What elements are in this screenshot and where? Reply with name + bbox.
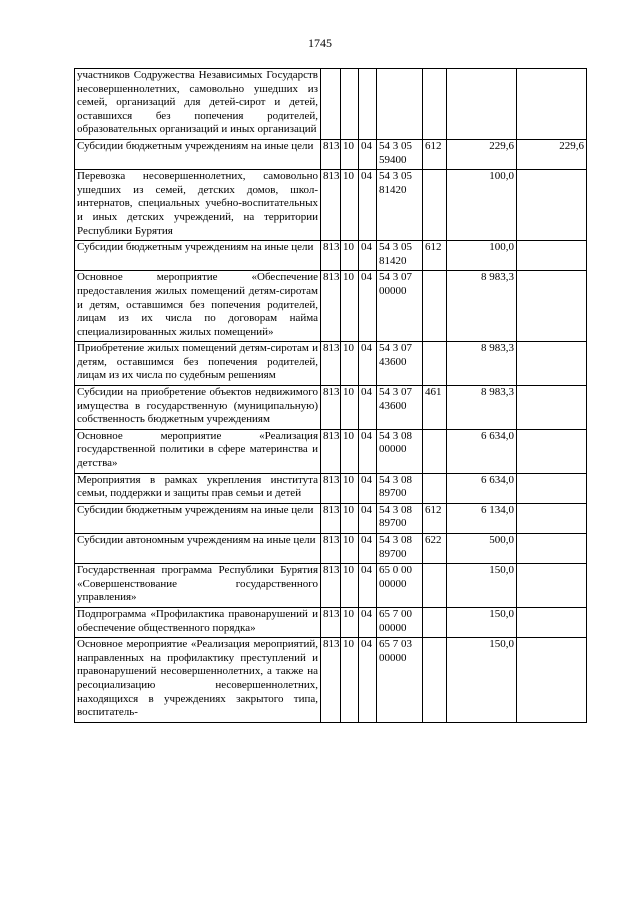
subsection-code-cell: 04	[359, 503, 377, 533]
amount-cell: 100,0	[447, 241, 517, 271]
expense-name-cell: Субсидии бюджетным учреждениям на иные цели	[75, 503, 321, 533]
budget-table-body	[75, 69, 587, 723]
section-code-cell: 10	[341, 139, 359, 169]
subsection-code-cell	[359, 69, 377, 140]
target-article-cell: 54 3 08 89700	[377, 534, 423, 564]
amount-extra-cell	[517, 170, 587, 241]
grbs-code-cell: 813	[321, 503, 341, 533]
table-row	[75, 342, 587, 386]
amount-cell: 150,0	[447, 607, 517, 637]
section-code-cell: 10	[341, 342, 359, 386]
target-article-cell: 54 3 07 43600	[377, 342, 423, 386]
table-row	[75, 429, 587, 473]
section-code-cell: 10	[341, 241, 359, 271]
expense-name-cell: Основное мероприятие «Обеспечение предоставления жилых помещений детям-сиротам и детям, оставшимся без попечения родителей, лицам из их числа по договорам найма специализированных жилых помещений»	[75, 271, 321, 342]
subsection-code-cell: 04	[359, 607, 377, 637]
amount-cell: 150,0	[447, 638, 517, 723]
expense-type-cell: 612	[423, 241, 447, 271]
section-code-cell: 10	[341, 534, 359, 564]
page-number: 1745	[308, 36, 332, 50]
amount-extra-cell	[517, 342, 587, 386]
grbs-code-cell: 813	[321, 429, 341, 473]
amount-cell: 6 634,0	[447, 429, 517, 473]
expense-name-cell: Субсидии на приобретение объектов недвижимого имущества в государственную (муниципальную) собственность бюджетным учреждениям	[75, 386, 321, 430]
expense-type-cell	[423, 342, 447, 386]
table-row	[75, 139, 587, 169]
target-article-cell: 54 3 05 59400	[377, 139, 423, 169]
subsection-code-cell: 04	[359, 241, 377, 271]
expense-type-cell	[423, 607, 447, 637]
subsection-code-cell: 04	[359, 271, 377, 342]
target-article-cell	[377, 69, 423, 140]
amount-extra-cell	[517, 638, 587, 723]
amount-cell: 8 983,3	[447, 342, 517, 386]
grbs-code-cell: 813	[321, 386, 341, 430]
amount-extra-cell	[517, 386, 587, 430]
expense-type-cell: 461	[423, 386, 447, 430]
section-code-cell: 10	[341, 386, 359, 430]
budget-table	[74, 68, 587, 723]
expense-name-cell: Субсидии автономным учреждениям на иные цели	[75, 534, 321, 564]
expense-name-cell: Государственная программа Республики Бурятия «Совершенствование государственного управления»	[75, 564, 321, 608]
table-row	[75, 534, 587, 564]
table-row	[75, 386, 587, 430]
amount-extra-cell	[517, 534, 587, 564]
table-row	[75, 241, 587, 271]
expense-type-cell	[423, 271, 447, 342]
table-row	[75, 69, 587, 140]
subsection-code-cell: 04	[359, 564, 377, 608]
subsection-code-cell: 04	[359, 170, 377, 241]
target-article-cell: 54 3 07 00000	[377, 271, 423, 342]
section-code-cell: 10	[341, 607, 359, 637]
grbs-code-cell: 813	[321, 241, 341, 271]
expense-name-cell: Основное мероприятие «Реализация государственной политики в сфере материнства и детства»	[75, 429, 321, 473]
grbs-code-cell: 813	[321, 170, 341, 241]
grbs-code-cell: 813	[321, 607, 341, 637]
expense-type-cell	[423, 473, 447, 503]
table-row	[75, 607, 587, 637]
expense-type-cell	[423, 69, 447, 140]
target-article-cell: 54 3 05 81420	[377, 241, 423, 271]
expense-type-cell	[423, 638, 447, 723]
amount-cell: 100,0	[447, 170, 517, 241]
subsection-code-cell: 04	[359, 473, 377, 503]
target-article-cell: 65 0 00 00000	[377, 564, 423, 608]
amount-cell: 8 983,3	[447, 271, 517, 342]
expense-name-cell: Перевозка несовершеннолетних, самовольно ушедших из семей, детских домов, школ-интернатов, специальных учебно-воспитательных и иных детских учреждений, на территории Республики Бурятия	[75, 170, 321, 241]
table-row	[75, 271, 587, 342]
amount-cell: 6 134,0	[447, 503, 517, 533]
grbs-code-cell: 813	[321, 564, 341, 608]
expense-name-cell: Основное мероприятие «Реализация мероприятий, направленных на профилактику преступлений и правонарушений несовершеннолетних, а также на ресоциализацию несовершеннолетних, находящихся в учреждениях закрытого типа, воспитатель-	[75, 638, 321, 723]
grbs-code-cell: 813	[321, 638, 341, 723]
amount-extra-cell	[517, 564, 587, 608]
table-row	[75, 473, 587, 503]
section-code-cell: 10	[341, 638, 359, 723]
table-row	[75, 503, 587, 533]
target-article-cell: 54 3 07 43600	[377, 386, 423, 430]
section-code-cell: 10	[341, 564, 359, 608]
amount-extra-cell	[517, 429, 587, 473]
amount-extra-cell	[517, 69, 587, 140]
amount-extra-cell	[517, 473, 587, 503]
expense-type-cell: 622	[423, 534, 447, 564]
expense-type-cell	[423, 564, 447, 608]
grbs-code-cell: 813	[321, 342, 341, 386]
section-code-cell: 10	[341, 429, 359, 473]
subsection-code-cell: 04	[359, 638, 377, 723]
grbs-code-cell: 813	[321, 534, 341, 564]
amount-extra-cell	[517, 241, 587, 271]
target-article-cell: 65 7 00 00000	[377, 607, 423, 637]
expense-name-cell: Подпрограмма «Профилактика правонарушений и обеспечение общественного порядка»	[75, 607, 321, 637]
amount-cell: 150,0	[447, 564, 517, 608]
table-row	[75, 564, 587, 608]
target-article-cell: 54 3 08 00000	[377, 429, 423, 473]
subsection-code-cell: 04	[359, 139, 377, 169]
expense-type-cell: 612	[423, 139, 447, 169]
section-code-cell: 10	[341, 503, 359, 533]
section-code-cell	[341, 69, 359, 140]
amount-cell: 6 634,0	[447, 473, 517, 503]
expense-type-cell	[423, 429, 447, 473]
expense-type-cell	[423, 170, 447, 241]
amount-cell: 229,6	[447, 139, 517, 169]
subsection-code-cell: 04	[359, 429, 377, 473]
target-article-cell: 54 3 08 89700	[377, 503, 423, 533]
amount-extra-cell: 229,6	[517, 139, 587, 169]
grbs-code-cell	[321, 69, 341, 140]
grbs-code-cell: 813	[321, 271, 341, 342]
target-article-cell: 54 3 08 89700	[377, 473, 423, 503]
grbs-code-cell: 813	[321, 139, 341, 169]
subsection-code-cell: 04	[359, 534, 377, 564]
grbs-code-cell: 813	[321, 473, 341, 503]
amount-extra-cell	[517, 271, 587, 342]
section-code-cell: 10	[341, 473, 359, 503]
expense-type-cell: 612	[423, 503, 447, 533]
expense-name-cell: Субсидии бюджетным учреждениям на иные цели	[75, 139, 321, 169]
amount-cell: 8 983,3	[447, 386, 517, 430]
subsection-code-cell: 04	[359, 386, 377, 430]
section-code-cell: 10	[341, 271, 359, 342]
target-article-cell: 54 3 05 81420	[377, 170, 423, 241]
expense-name-cell: участников Содружества Независимых Государств несовершеннолетних, самовольно ушедших из семей, организаций для детей-сирот и детей, оставшихся без попечения родителей, образовательных организаций и иных организаций	[75, 69, 321, 140]
amount-extra-cell	[517, 607, 587, 637]
expense-name-cell: Субсидии бюджетным учреждениям на иные цели	[75, 241, 321, 271]
expense-name-cell: Приобретение жилых помещений детям-сиротам и детям, оставшимся без попечения родителей, лицам из их числа по судебным решениям	[75, 342, 321, 386]
amount-cell	[447, 69, 517, 140]
section-code-cell: 10	[341, 170, 359, 241]
table-row	[75, 638, 587, 723]
table-row	[75, 170, 587, 241]
subsection-code-cell: 04	[359, 342, 377, 386]
target-article-cell: 65 7 03 00000	[377, 638, 423, 723]
expense-name-cell: Мероприятия в рамках укрепления института семьи, поддержки и защиты прав семьи и детей	[75, 473, 321, 503]
amount-extra-cell	[517, 503, 587, 533]
amount-cell: 500,0	[447, 534, 517, 564]
